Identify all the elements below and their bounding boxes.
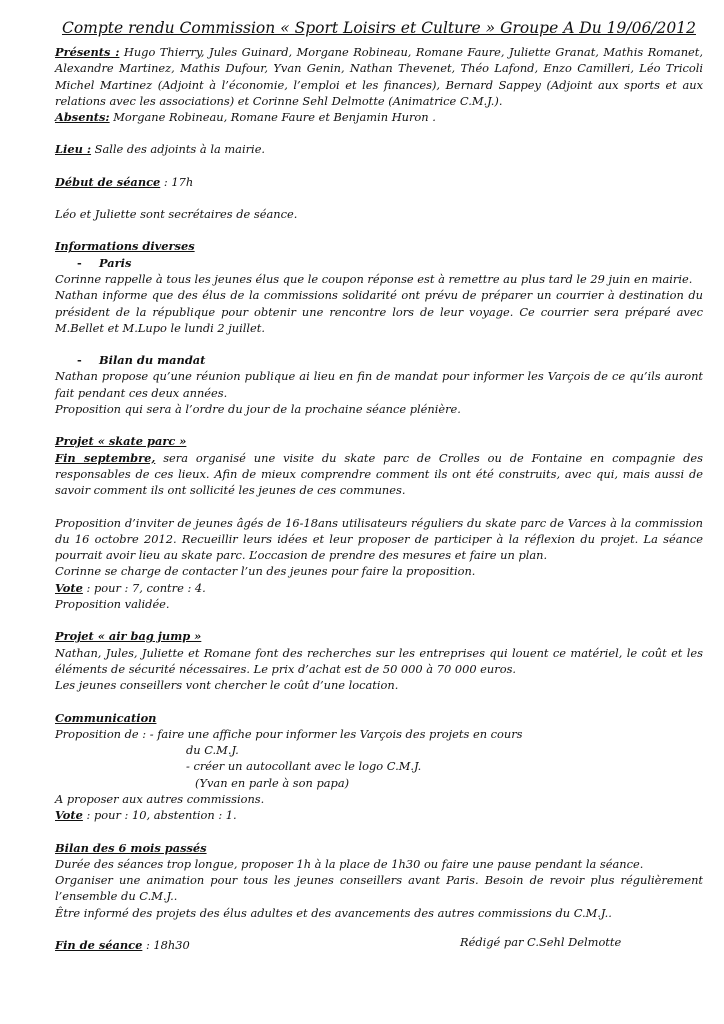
paris-bullet-item <box>55 255 703 271</box>
communication-vote <box>55 807 703 823</box>
bilan6-paragraph-1: Durée des séances trop longue, proposer 1h à la place de 1h30 ou faire une pause pendant la séance. <box>55 856 644 871</box>
absents-paragraph <box>55 109 703 125</box>
infos-heading: Informations diverses <box>55 239 195 254</box>
lieu-label: Lieu : <box>55 142 92 157</box>
presents-label: Présents : <box>55 45 120 59</box>
skate-vote-text: : pour : 7, contre : 4. <box>82 580 206 595</box>
paris-bullet: - <box>77 255 82 270</box>
skate-paragraph-3: Corinne se charge de contacter l’un des jeunes pour faire la proposition. <box>55 564 476 579</box>
fin-text: : 18h30 <box>142 938 190 953</box>
skate-p1-text: sera organisé une visite du skate parc de Crolles ou de Fontaine en compagnie des responsables de ces lieux. Afin de mieux comprendre comment ils ont été construits, avec qui, mais aussi de savoir comment ils ont sollicité les jeunes de ces communes. <box>55 450 704 498</box>
communication-heading: Communication <box>55 710 157 725</box>
communication-line-4: (Yvan en parle à son papa) <box>195 775 350 790</box>
presents-paragraph <box>55 44 703 109</box>
communication-line-5: A proposer aux autres commissions. <box>55 791 265 806</box>
debut-text: : 17h <box>160 174 194 189</box>
communication-line-3: - créer un autocollant avec le logo C.M.J. <box>186 759 422 774</box>
absents-text: Morgane Robineau, Romane Faure et Benjamin Huron . <box>109 110 436 125</box>
secretaires-paragraph: Léo et Juliette sont secrétaires de séance. <box>55 207 298 222</box>
lieu-text: Salle des adjoints à la mairie. <box>91 142 266 157</box>
communication-vote-text: : pour : 10, abstention : 1. <box>82 808 237 823</box>
signature: Rédigé par C.Sehl Delmotte <box>460 935 622 949</box>
airbag-paragraph-2: Les jeunes conseillers vont chercher le coût d’une location. <box>55 678 399 693</box>
paris-paragraph-2: Nathan informe que des élus de la commissions solidarité ont prévu de préparer un courrier à destination du président de la république pour obtenir une rencontre lors de leur voyage. Ce courrier sera préparé avec M.Bellet et M.Lupo le lundi 2 juillet. <box>55 288 703 335</box>
bilan6-paragraph-3: Être informé des projets des élus adultes et des avancements des autres commissions du C.M.J.. <box>55 905 612 920</box>
bilan-paragraph-1: Nathan propose qu’une réunion publique ai lieu en fin de mandat pour informer les Varçois de ce qu’ils auront fait pendant ces deux années. <box>55 369 703 400</box>
bilan-bullet-item <box>55 352 703 368</box>
communication-vote-label: Vote <box>55 808 83 823</box>
bilan-paragraph-2: Proposition qui sera à l’ordre du jour de la prochaine séance plénière. <box>55 402 461 417</box>
communication-line-2: du C.M.J. <box>186 743 239 758</box>
communication-line-1: Proposition de : - faire une affiche pour informer les Varçois des projets en cours <box>55 726 523 741</box>
skate-validee: Proposition validée. <box>55 597 170 612</box>
skate-heading: Projet « skate parc » <box>55 434 187 449</box>
skate-p1-label: Fin septembre, <box>55 450 156 465</box>
skate-paragraph-2: Proposition d’inviter de jeunes âgés de 16-18ans utilisateurs réguliers du skate parc de Varces à la commission du 16 octobre 2012. Recueillir leurs idées et leur proposer de participer à la réflexion du projet. La séance pourrait avoir lieu au skate parc. L’occasion de prendre des mesures et faire un plan. <box>55 515 703 563</box>
paris-paragraph-1: Corinne rappelle à tous les jeunes élus que le coupon réponse est à remettre au plus tard le 29 juin en mairie. <box>55 271 693 286</box>
bilan-label: Bilan du mandat <box>99 353 206 368</box>
bilan6-paragraph-2: Organiser une animation pour tous les jeunes conseillers avant Paris. Besoin de revoir plus régulièrement l’ensemble du C.M.J.. <box>55 873 703 904</box>
debut-label: Début de séance <box>55 174 161 189</box>
paris-label: Paris <box>99 255 132 270</box>
airbag-paragraph-1: Nathan, Jules, Juliette et Romane font des recherches sur les entreprises qui louent ce matériel, le coût et les éléments de sécurité nécessaires. Le prix d’achat est de 50 000 à 70 000 euros. <box>55 645 703 676</box>
skate-paragraph-1 <box>55 450 703 499</box>
absents-label: Absents: <box>55 110 110 125</box>
lieu-paragraph <box>55 141 703 157</box>
document-title: Compte rendu Commission « Sport Loisirs et Culture » Groupe A Du 19/06/2012 <box>61 19 696 37</box>
bilan-bullet: - <box>77 353 82 368</box>
skate-vote-label: Vote <box>55 580 83 595</box>
debut-paragraph <box>55 174 703 190</box>
document-page <box>55 18 703 953</box>
fin-label: Fin de séance <box>55 938 143 953</box>
skate-vote <box>55 580 703 596</box>
bilan6-heading: Bilan des 6 mois passés <box>55 840 207 855</box>
presents-text: Hugo Thierry, Jules Guinard, Morgane Robineau, Romane Faure, Juliette Granat, Mathis Romanet, Alexandre Martinez, Mathis Dufour, Yvan Genin, Nathan Thevenet, Théo Lafond, Enzo Camilleri, Léo Tricoli Michel Martinez (Adjoint à l’économie, l’emploi et les finances), Bernard Sappey (Adjoint aux sports et aux relations avec les associations) et Corinne Sehl Delmotte (Animatrice C.M.J.). <box>55 45 703 108</box>
airbag-heading: Projet « air bag jump » <box>55 629 202 644</box>
